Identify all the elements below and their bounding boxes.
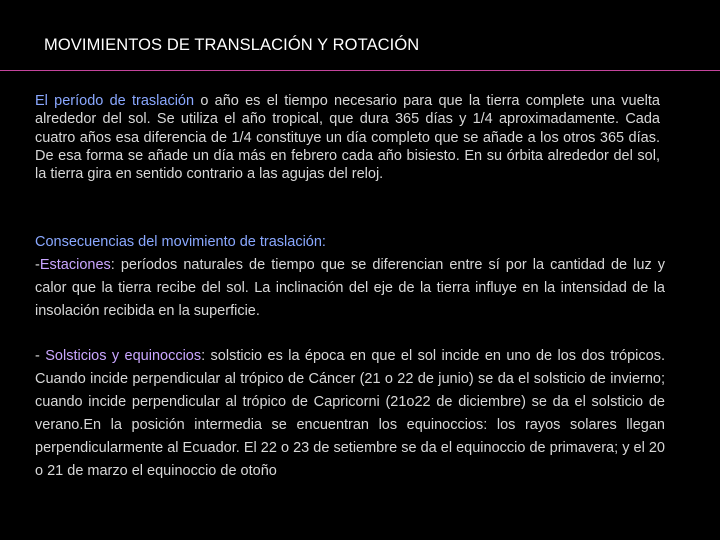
title-divider <box>0 70 720 71</box>
term-solsticios-equinoccios: Solsticios y equinoccios <box>45 348 202 364</box>
paragraph-traslacion-text: o año es el tiempo necesario para que la tierra complete una vuelta alrededor del sol. Se utiliza el año tropical, que dura 365 días y 1/4 aproximadamente. Cada cuatro años esa diferencia de 1/4 constituye un día completo que se añade a los otros 365 días. De esa forma se añade un día más en febrero cada año bisiesto. En su órbita alrededor del sol, la tierra gira en sentido contrario a las agujas del reloj. <box>35 93 660 183</box>
term-estaciones: Estaciones <box>39 257 111 273</box>
paragraph-traslacion <box>35 92 660 183</box>
estaciones-dash: - <box>35 257 40 273</box>
solsticios-dash: - <box>35 348 46 364</box>
solsticios-text: : solsticio es la época en que el sol incide en uno de los dos trópicos. Cuando incide perpendicular al trópico de Cáncer (21 o 22 de junio) se da el solsticio de invierno; cuando incide perpendicular al trópico de Capricorni (21o22 de diciembre) se da el solsticio de verano.En la posición intermedia se encuentran los equinoccios: los rayos solares llegan perpendicularmente al Ecuador. El 22 o 23 de setiembre se da el equinoccio de primavera; y el 20 o 21 de marzo el equinoccio de otoño <box>35 348 665 479</box>
slide-title: MOVIMIENTOS DE TRANSLACIÓN Y ROTACIÓN <box>44 36 420 54</box>
term-periodo-traslacion: El período de traslación <box>35 93 195 109</box>
consecuencias-heading: Consecuencias del movimiento de traslación: <box>35 234 326 250</box>
paragraph-consecuencias <box>35 231 665 323</box>
paragraph-solsticios <box>35 345 665 483</box>
estaciones-text: : períodos naturales de tiempo que se diferencian entre sí por la cantidad de luz y calor que la tierra recibe del sol. La inclinación del eje de la tierra influye en la intensidad de la insolación recibida en la superficie. <box>35 257 665 319</box>
